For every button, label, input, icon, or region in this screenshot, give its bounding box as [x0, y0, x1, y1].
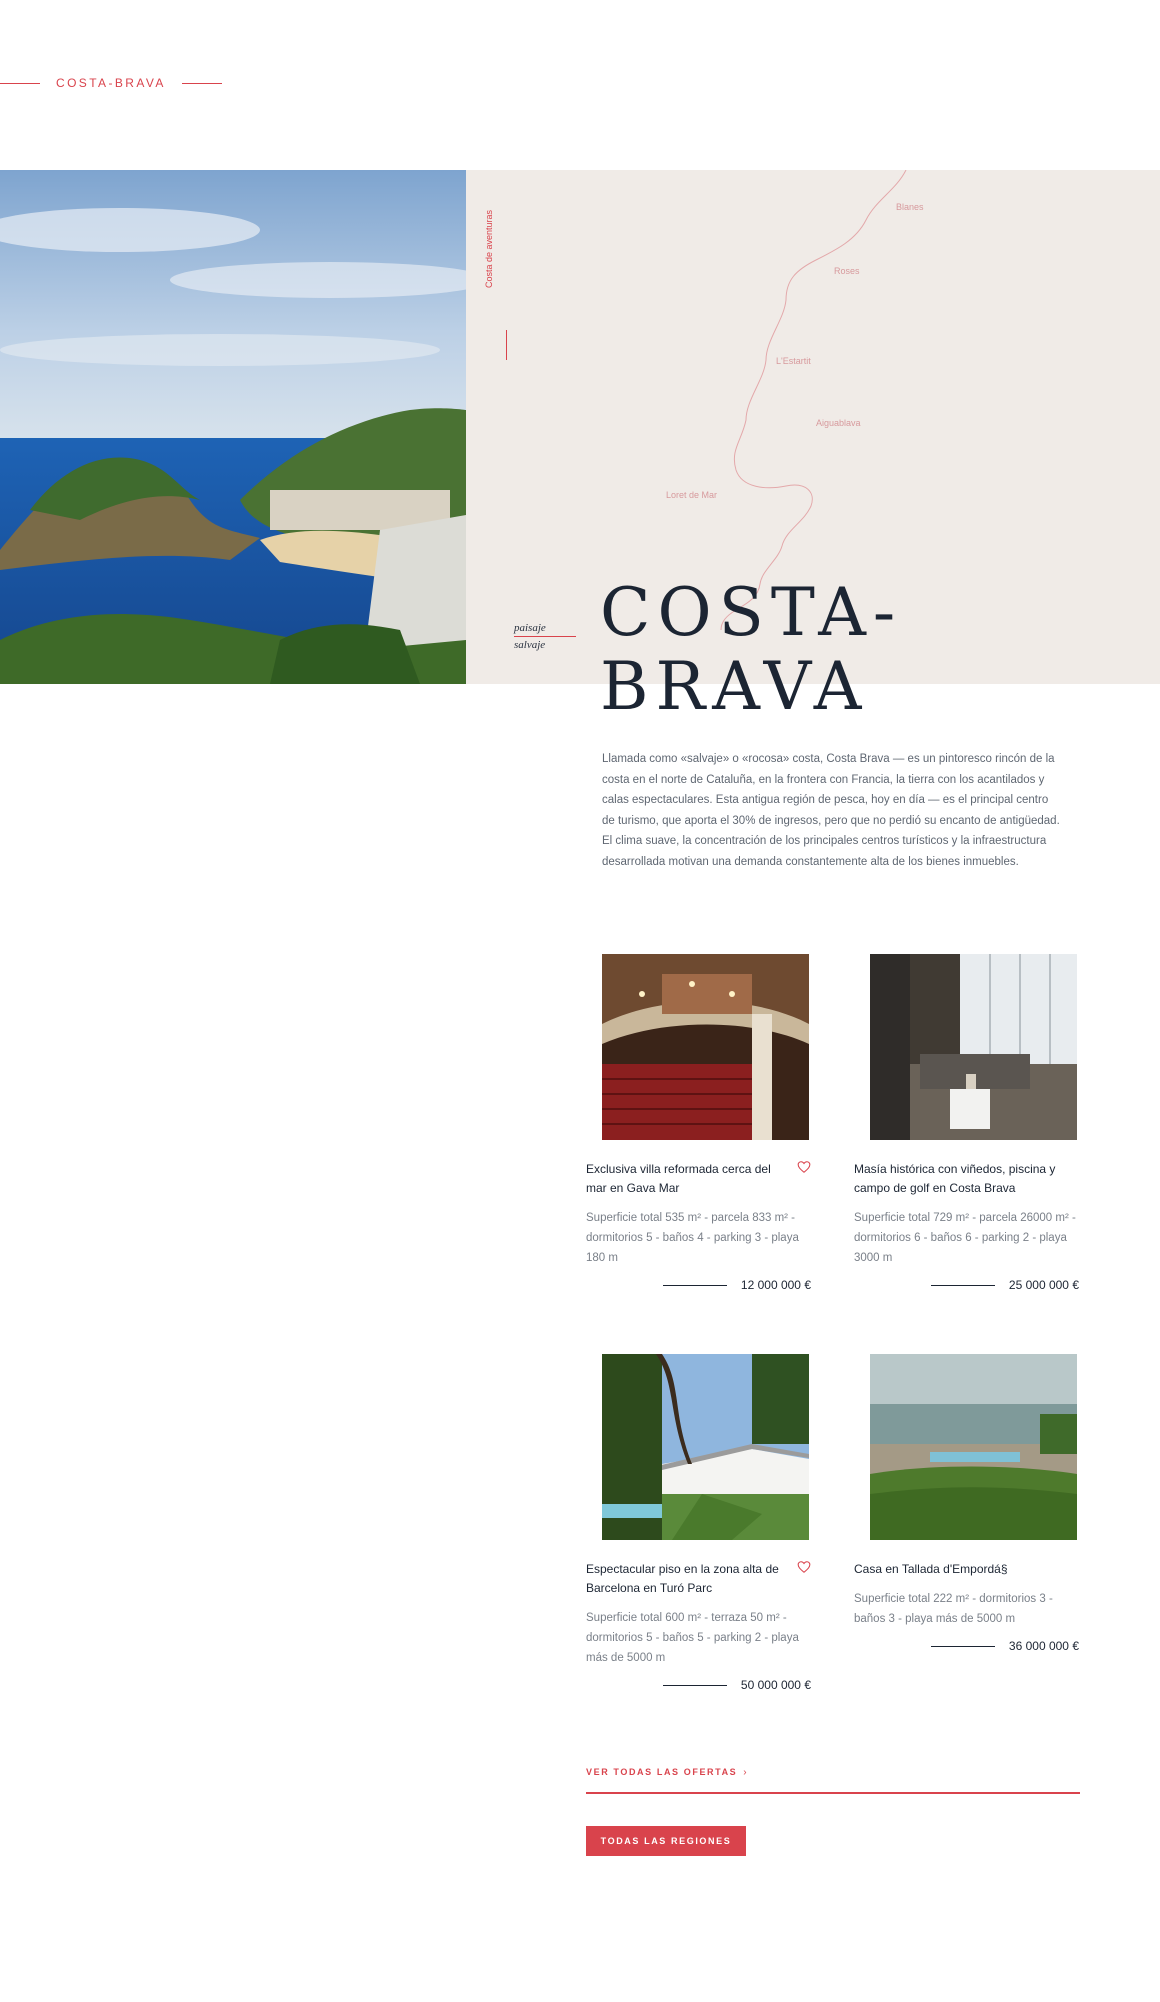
listing-title-text[interactable]: Espectacular piso en la zona alta de Barcelona en Turó Parc — [586, 1562, 779, 1595]
listing-price-row — [586, 1678, 811, 1692]
listing-specs: Superficie total 729 m² - parcela 26000 m² - dormitorios 6 - baños 6 - parking 2 - playa 3000 m — [854, 1212, 1076, 1264]
listing-card[interactable] — [854, 954, 1079, 1292]
listing-card[interactable] — [586, 1354, 811, 1692]
hero-tagline — [514, 620, 576, 653]
listing-specs: Superficie total 535 m² - parcela 833 m² - dormitorios 5 - baños 4 - parking 3 - playa 180 m — [586, 1212, 799, 1264]
intro-paragraph: Llamada como «salvaje» o «rocosa» costa, Costa Brava — es un pintoresco rincón de la costa en el norte de Cataluña, en la frontera con Francia, la tierra con los acantilados y calas espectaculares. Esta antigua región de pesca, hoy en día — es el principal centro de turismo, que aporta el 30% de ingresos, pero que no perdió su encanto de antigüedad. El clima suave, la concentración de los principales centros turísticos y la infraestructura desarrollada motivan una demanda constantemente alta de los bienes inmuebles. — [602, 753, 1060, 868]
listing-price: 36 000 000 € — [1008, 1639, 1079, 1653]
listing-photo[interactable] — [870, 1354, 1077, 1540]
listing-photo[interactable] — [870, 954, 1077, 1140]
section-tag — [0, 76, 222, 90]
listing-price-row — [586, 1278, 811, 1292]
listing-card[interactable] — [854, 1354, 1079, 1653]
listing-specs: Superficie total 222 m² - dormitorios 3 - baños 3 - playa más de 5000 m — [854, 1593, 1053, 1625]
page-title-line-2: BRAVA — [600, 648, 869, 725]
listing-title-text[interactable]: Masía histórica con viñedos, piscina y campo de golf en Costa Brava — [854, 1162, 1056, 1195]
listing-title[interactable] — [854, 1160, 1079, 1198]
listing-price: 25 000 000 € — [1008, 1278, 1079, 1292]
listing-title[interactable] — [586, 1160, 811, 1198]
price-line — [931, 1646, 995, 1647]
map-vertical-line — [506, 330, 507, 360]
map-vertical-caption — [484, 202, 498, 352]
map-place-label: L'Estartit — [776, 356, 811, 366]
listing-specs: Superficie total 600 m² - terraza 50 m² - dormitorios 5 - baños 5 - parking 2 - playa más de 5000 m — [586, 1612, 799, 1664]
listing-photo[interactable] — [602, 954, 809, 1140]
tag-line-left — [0, 83, 40, 84]
tagline-line-1: paisaje — [514, 620, 576, 637]
listing-title[interactable] — [586, 1560, 811, 1598]
heart-icon[interactable] — [797, 1160, 811, 1174]
chevron-right-icon[interactable]: › — [743, 1767, 747, 1778]
all-offers-link[interactable]: VER TODAS LAS OFERTAS — [586, 1767, 738, 1777]
tag-line-right — [182, 83, 222, 84]
listing-card[interactable] — [586, 954, 811, 1292]
map-place-label: Aiguablava — [816, 418, 861, 428]
map-place-label: Roses — [834, 266, 860, 276]
section-tag-label: COSTA-BRAVA — [56, 76, 166, 90]
listing-title-text[interactable]: Casa en Tallada d'Empordá§ — [854, 1562, 1008, 1576]
price-line — [931, 1285, 995, 1286]
all-regions-button[interactable]: TODAS LAS REGIONES — [586, 1826, 746, 1856]
heart-icon[interactable] — [797, 1560, 811, 1574]
listing-price: 50 000 000 € — [740, 1678, 811, 1692]
listing-price-row — [854, 1278, 1079, 1292]
hero-coast-photo — [0, 170, 466, 684]
listing-price: 12 000 000 € — [740, 1278, 811, 1292]
price-line — [663, 1285, 727, 1286]
all-offers-link-row — [586, 1762, 1080, 1794]
map-vertical-label: Costa de aventuras — [484, 209, 494, 288]
listing-price-row — [854, 1639, 1079, 1653]
page-title-line-1: COSTA- — [600, 574, 903, 651]
page-title — [600, 576, 902, 724]
map-place-label: Loret de Mar — [666, 490, 718, 500]
price-line — [663, 1685, 727, 1686]
listing-photo[interactable] — [602, 1354, 809, 1540]
tagline-line-2: salvaje — [514, 639, 546, 651]
map-place-label: Blanes — [896, 202, 924, 212]
listing-title[interactable] — [854, 1560, 1079, 1579]
listing-title-text[interactable]: Exclusiva villa reformada cerca del mar en Gava Mar — [586, 1162, 771, 1195]
